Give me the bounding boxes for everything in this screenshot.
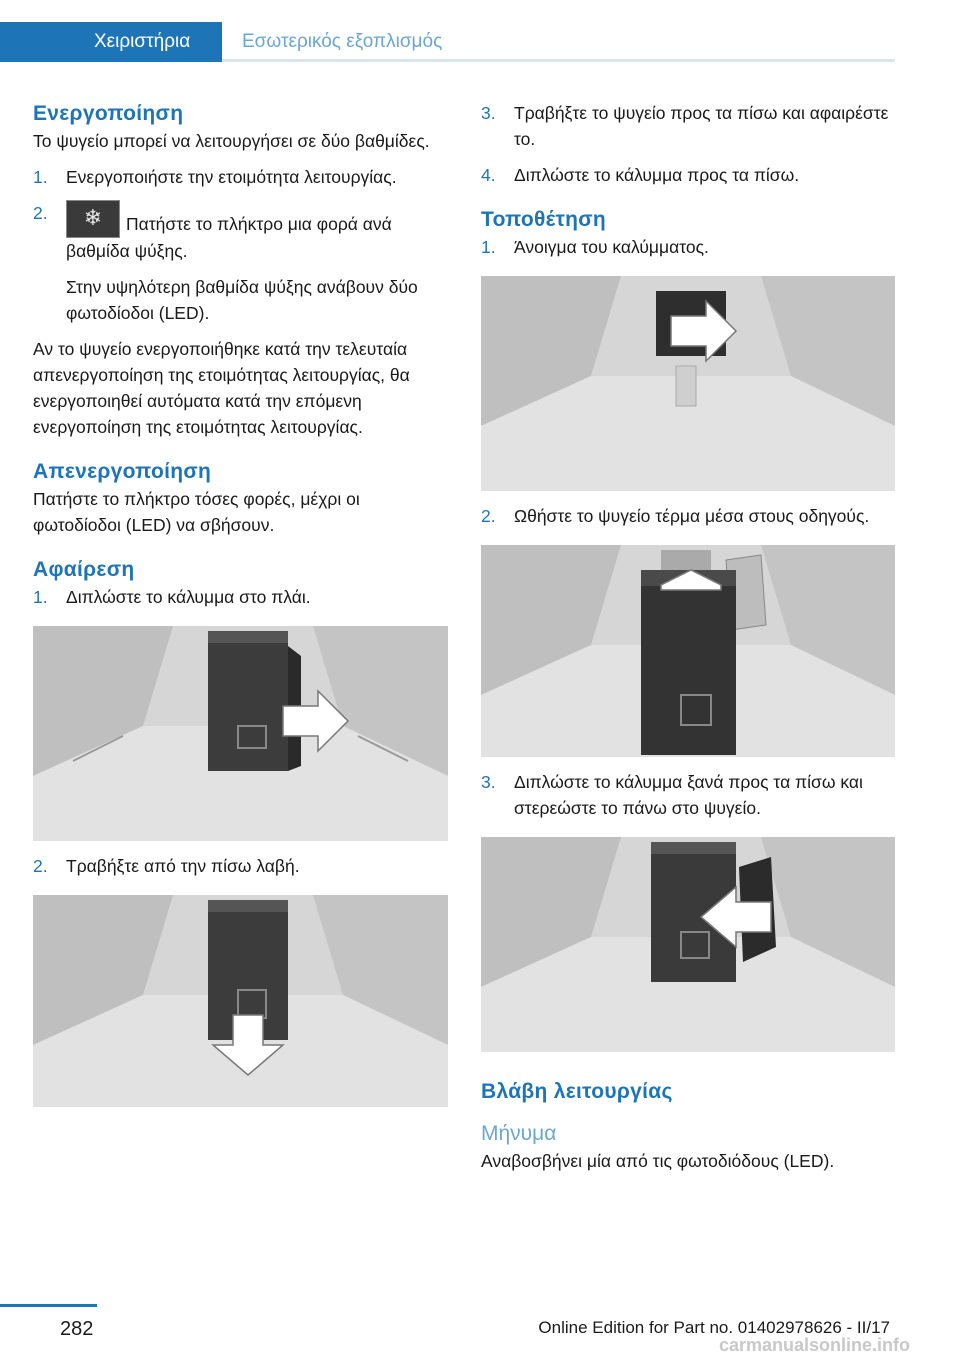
step-number: 3. [481,103,496,123]
step-text: Ωθήστε το ψυγείο τέρμα μέσα στους οδηγούς. [514,506,870,526]
left-column [33,100,448,1107]
illustration-fold-cover-back [481,837,895,1052]
step-text: Τραβήξτε το ψυγείο προς τα πίσω και αφαιρέστε το. [514,103,889,149]
illustration-push-cooler-in [481,545,895,757]
watermark: carmanualsonline.info [718,1335,910,1355]
step-text: Πατήστε το πλήκτρο μια φορά ανά βαθμίδα ψύξης. [66,214,392,261]
step-number: 1. [33,167,48,187]
step-number: 2. [481,506,496,526]
step-number: 4. [481,165,496,185]
activation-step-2-note: Στην υψηλότερη βαθμίδα ψύξης ανάβουν δύο φωτοδίοδοι (LED). [66,277,418,323]
cooling-button-icon [66,200,120,238]
malfunction-text: Αναβοσβήνει μία από τις φωτοδιόδους (LED). [481,1151,835,1171]
header-divider [222,59,895,62]
removal-step-1 [33,584,448,610]
page-number: 282 [60,1318,94,1340]
removal-step-2 [33,853,448,879]
step-text: Διπλώστε το κάλυμμα ξανά προς τα πίσω και στερεώστε το πάνω στο ψυγείο. [514,772,863,818]
activation-outro: Αν το ψυγείο ενεργοποιήθηκε κατά την τελευταία απενεργοποίηση της ετοιμότητας λειτουργίας, θα ενεργοποιηθεί αυτόματα κατά την επόμενη ενεργοποίηση της ετοιμότητας λειτουργίας. [33,339,410,437]
subsection-title-message: Μήνυμα [481,1122,557,1145]
section-title-malfunction: Βλάβη λειτουργίας [481,1080,673,1103]
snowflake-icon: ❄ [83,205,103,230]
removal-step-4 [481,162,895,188]
step-text: Ενεργοποιήστε την ετοιμότητα λειτουργίας. [66,167,397,187]
step-text: Διπλώστε το κάλυμμα στο πλάι. [66,587,311,607]
illustration-pull-rear-handle [33,895,448,1107]
tab-interior-equipment[interactable]: Εσωτερικός εξοπλισμός [242,31,443,52]
step-number: 1. [33,587,48,607]
illustration-open-cover [481,276,895,491]
footer-divider [0,1304,97,1307]
section-title-activation: Ενεργοποίηση [33,102,184,125]
step-text: Τραβήξτε από την πίσω λαβή. [66,856,300,876]
section-title-removal: Αφαίρεση [33,558,135,581]
right-column [481,100,895,1174]
illustration-fold-cover-side [33,626,448,841]
installation-step-3 [481,769,895,821]
installation-step-1 [481,234,895,260]
step-number: 2. [33,856,48,876]
page-header [0,0,895,62]
section-title-deactivation: Απενεργοποίηση [33,460,212,483]
section-title-installation: Τοποθέτηση [481,208,607,231]
activation-intro: Το ψυγείο μπορεί να λειτουργήσει σε δύο βαθμίδες. [33,131,430,151]
edition-text: Online Edition for Part no. 01402978626 - II/17 [538,1318,890,1337]
activation-step-2 [33,200,448,264]
step-number: 1. [481,237,496,257]
removal-step-3 [481,100,895,152]
activation-step-1 [33,164,448,190]
step-number: 3. [481,772,496,792]
installation-step-2 [481,503,895,529]
tab-controls[interactable]: Χειριστήρια [0,22,222,62]
step-text: Διπλώστε το κάλυμμα προς τα πίσω. [514,165,800,185]
deactivation-text: Πατήστε το πλήκτρο τόσες φορές, μέχρι οι φωτοδίοδοι (LED) να σβήσουν. [33,489,360,535]
step-text: Άνοιγμα του καλύμματος. [514,237,709,257]
step-number: 2. [33,203,48,223]
